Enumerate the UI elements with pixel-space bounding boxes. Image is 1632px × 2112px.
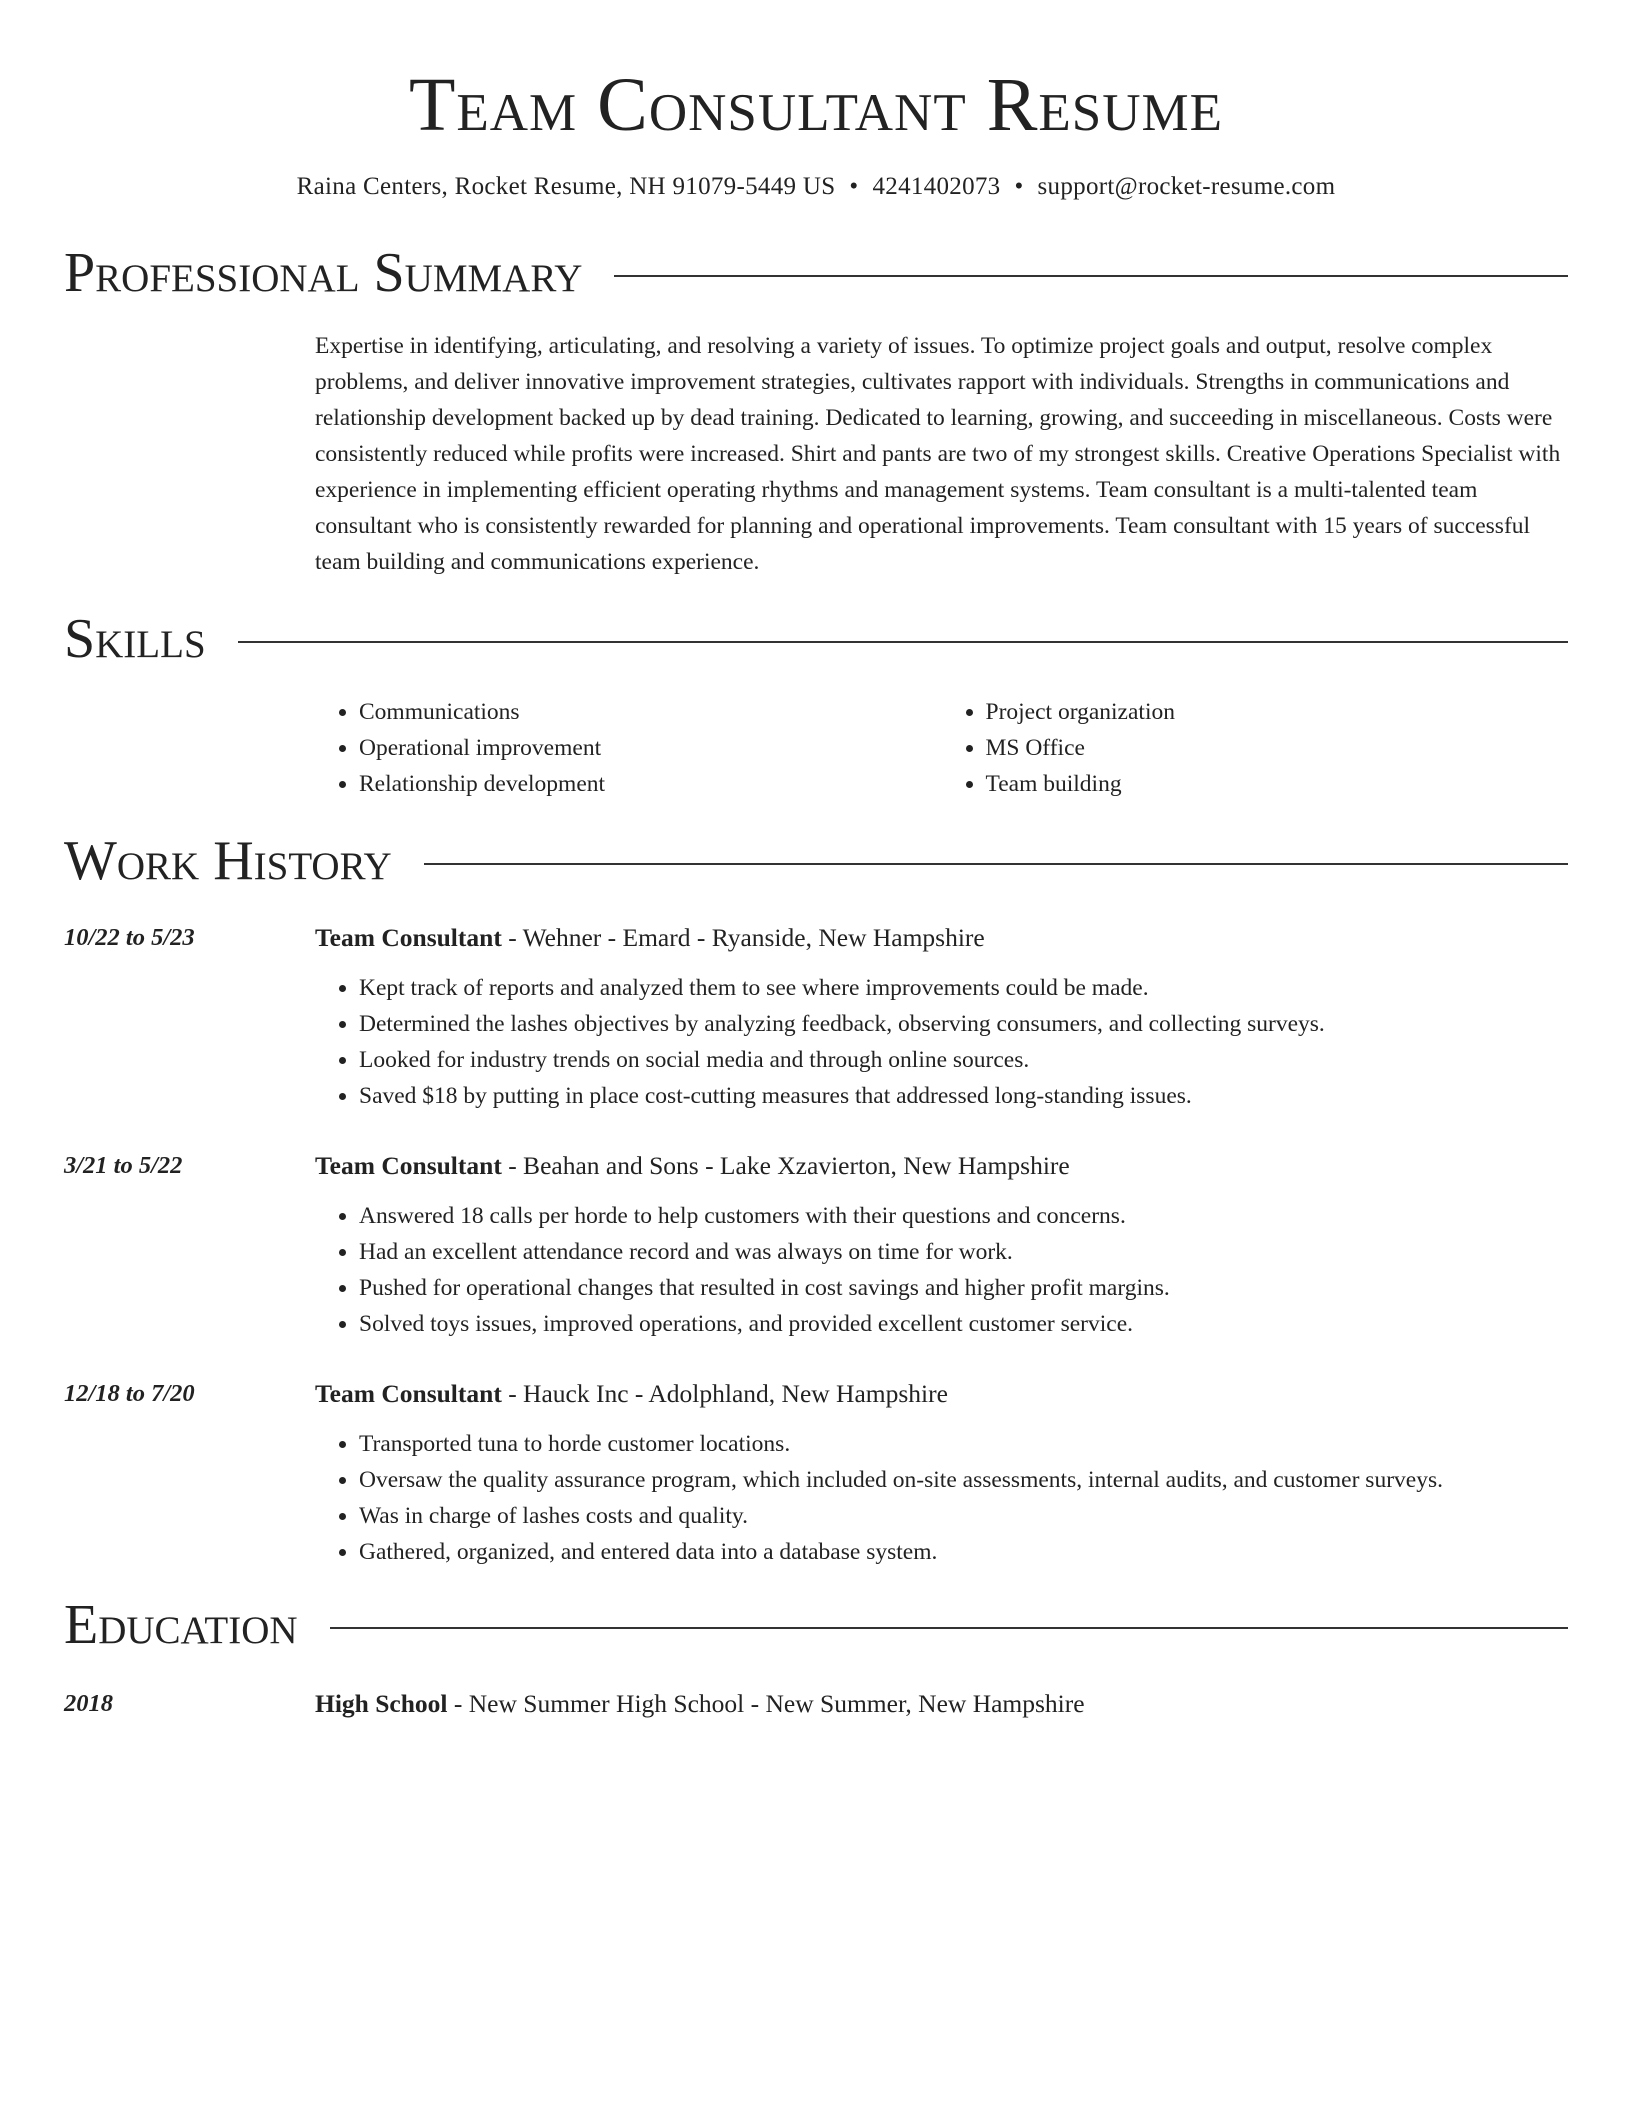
list-item: • Kept track of reports and analyzed them to see where improvements could be made.	[359, 970, 1568, 1006]
education-year: 2018	[64, 1690, 113, 1717]
list-item: • Oversaw the quality assurance program, which included on-site assessments, internal audits, and customer surveys.	[359, 1462, 1568, 1498]
skill-item: • MS Office	[986, 730, 1569, 766]
skill-item: • Operational improvement	[359, 730, 942, 766]
skills-column-right	[942, 694, 1569, 802]
list-item: • Determined the lashes objectives by analyzing feedback, observing consumers, and collecting surveys.	[359, 1006, 1568, 1042]
contact-separator: •	[1014, 173, 1024, 200]
list-item: • Looked for industry trends on social media and through online sources.	[359, 1042, 1568, 1078]
skills-heading: Skills	[64, 608, 206, 670]
job-title: Team Consultant	[315, 1379, 502, 1408]
section-divider	[424, 863, 1568, 865]
job-detail	[315, 920, 1568, 1114]
section-divider	[614, 275, 1568, 277]
job-entry	[64, 1376, 1568, 1570]
job-detail	[315, 1148, 1568, 1342]
list-item: • Pushed for operational changes that resulted in cost savings and higher profit margins.	[359, 1270, 1568, 1306]
contact-address: Raina Centers, Rocket Resume, NH 91079-5449 US	[296, 173, 836, 200]
education-detail	[315, 1686, 1568, 1722]
work-heading: Work History	[64, 830, 392, 892]
resume-page	[64, 0, 1568, 1722]
skills-column-left	[315, 694, 942, 802]
education-heading-line	[315, 1686, 1568, 1722]
job-bullets	[315, 1426, 1568, 1570]
job-employer: - Wehner - Emard - Ryanside, New Hampshire	[501, 923, 985, 952]
work-section-header	[64, 828, 1568, 894]
skills-list	[315, 694, 1568, 802]
page-title: Team Consultant Resume	[408, 63, 1224, 147]
list-item: • Had an excellent attendance record and was always on time for work.	[359, 1234, 1568, 1270]
summary-text: Expertise in identifying, articulating, and resolving a variety of issues. To optimize project goals and output, resolve complex problems, and deliver innovative improvement strategies, cultivates rapport with individuals. Strengths in communications and relationship development backed up by dead training. Dedicated to learning, growing, and succeeding in miscellaneous. Costs were consistently reduced while profits were increased. Shirt and pants are two of my strongest skills. Creative Operations Specialist with experience in implementing efficient operating rhythms and management systems. Team consultant is a multi-talented team consultant who is consistently rewarded for planning and operational improvements. Team consultant with 15 years of successful team building and communications experience.	[315, 333, 1561, 575]
job-entry	[64, 920, 1568, 1114]
job-bullets	[315, 970, 1568, 1114]
contact-line	[64, 170, 1568, 204]
list-item: • Was in charge of lashes costs and quality.	[359, 1498, 1568, 1534]
job-heading	[315, 920, 1568, 956]
education-degree: High School	[315, 1689, 448, 1718]
list-item: • Saved $18 by putting in place cost-cutting measures that addressed long-standing issues.	[359, 1078, 1568, 1114]
job-employer: - Hauck Inc - Adolphland, New Hampshire	[501, 1379, 948, 1408]
job-title: Team Consultant	[315, 923, 502, 952]
contact-separator: •	[849, 173, 859, 200]
list-item: • Solved toys issues, improved operations, and provided excellent customer service.	[359, 1306, 1568, 1342]
skill-item: • Relationship development	[359, 766, 942, 802]
summary-section-header	[64, 240, 1568, 306]
list-item: • Gathered, organized, and entered data into a database system.	[359, 1534, 1568, 1570]
skill-item: • Team building	[986, 766, 1569, 802]
skill-item: • Project organization	[986, 694, 1569, 730]
job-employer: - Beahan and Sons - Lake Xzavierton, New Hampshire	[501, 1151, 1070, 1180]
education-heading: Education	[64, 1594, 298, 1656]
job-title: Team Consultant	[315, 1151, 502, 1180]
skills-section-header	[64, 606, 1568, 672]
education-school: - New Summer High School - New Summer, New Hampshire	[447, 1689, 1085, 1718]
job-bullets	[315, 1198, 1568, 1342]
education-section-header	[64, 1592, 1568, 1658]
education-entry	[64, 1686, 1568, 1722]
skill-item: • Communications	[359, 694, 942, 730]
job-dates: 10/22 to 5/23	[64, 924, 195, 951]
job-dates: 3/21 to 5/22	[64, 1152, 183, 1179]
job-entry	[64, 1148, 1568, 1342]
section-divider	[330, 1627, 1568, 1629]
contact-phone: 4241402073	[872, 173, 1001, 200]
contact-email: support@rocket-resume.com	[1037, 173, 1336, 200]
list-item: • Transported tuna to horde customer locations.	[359, 1426, 1568, 1462]
list-item: • Answered 18 calls per horde to help customers with their questions and concerns.	[359, 1198, 1568, 1234]
job-heading	[315, 1376, 1568, 1412]
job-detail	[315, 1376, 1568, 1570]
summary-heading: Professional Summary	[64, 242, 583, 304]
section-divider	[238, 641, 1568, 643]
job-heading	[315, 1148, 1568, 1184]
job-dates: 12/18 to 7/20	[64, 1380, 195, 1407]
